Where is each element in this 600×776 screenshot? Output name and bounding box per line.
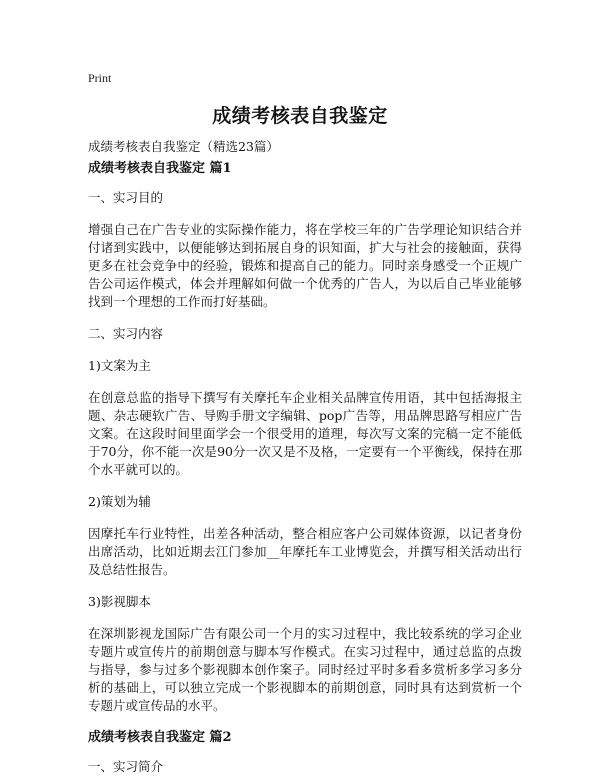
intro-heading: 一、实习简介	[88, 759, 164, 774]
item3-heading: 3)影视脚本	[88, 594, 151, 609]
item1-text: 在创意总监的指导下撰写有关摩托车企业相关品牌宣传用语，其中包括海报主题、杂志硬软广告、导购手册文字编辑、pop广告等，用品牌思路写相应广告文案。在这段时间里面学会一个很受用的道理，每次写文案的完稿一定不能低于70分，你不能一次是90分一次又是不及格，一定要有一个平衡线，保持在那个水平就可以的。	[88, 390, 522, 477]
purpose-heading: 一、实习目的	[88, 190, 164, 205]
subtitle: 成绩考核表自我鉴定（精选23篇）	[88, 139, 279, 154]
print-link[interactable]: Print	[88, 71, 112, 85]
purpose-text: 增强自己在广告专业的实际操作能力，将在学校三年的广告学理论知识结合并付诸到实践中，以便能够达到拓展自身的识知面，扩大与社会的接触面，获得更多在社会竞争中的经验，锻炼和提高自己的能力。同时亲身感受一个正规广告公司运作模式，体会并理解如何做一个优秀的广告人，为以后自己毕业能够找到一个理想的工作而打好基础。	[88, 222, 522, 309]
section2-heading: 成绩考核表自我鉴定 篇2	[88, 730, 232, 745]
item2-heading: 2)策划为辅	[88, 494, 151, 509]
section1-heading: 成绩考核表自我鉴定 篇1	[88, 161, 232, 176]
item3-text: 在深圳影视龙国际广告有限公司一个月的实习过程中，我比较系统的学习企业专题片或宣传片的前期创意与脚本写作模式。在实习过程中，通过总监的点拨与指导，参与过多个影视脚本创作案子。同时经过平时多看多赏析多学习多分析的基础上，可以独立完成一个影视脚本的前期创意，同时具有达到赏析一个专题片或宣传品的水平。	[88, 626, 522, 713]
content-heading: 二、实习内容	[88, 326, 164, 341]
article-body	[88, 160, 522, 776]
page-title: 成绩考核表自我鉴定	[212, 105, 388, 127]
item1-heading: 1)文案为主	[88, 358, 151, 373]
item2-text: 因摩托车行业特性，出差各种活动，整合相应客户公司媒体资源，以记者身份出席活动，比如近期去江门参加__年摩托车工业博览会，并撰写相关活动出行及总结性报告。	[88, 526, 522, 577]
